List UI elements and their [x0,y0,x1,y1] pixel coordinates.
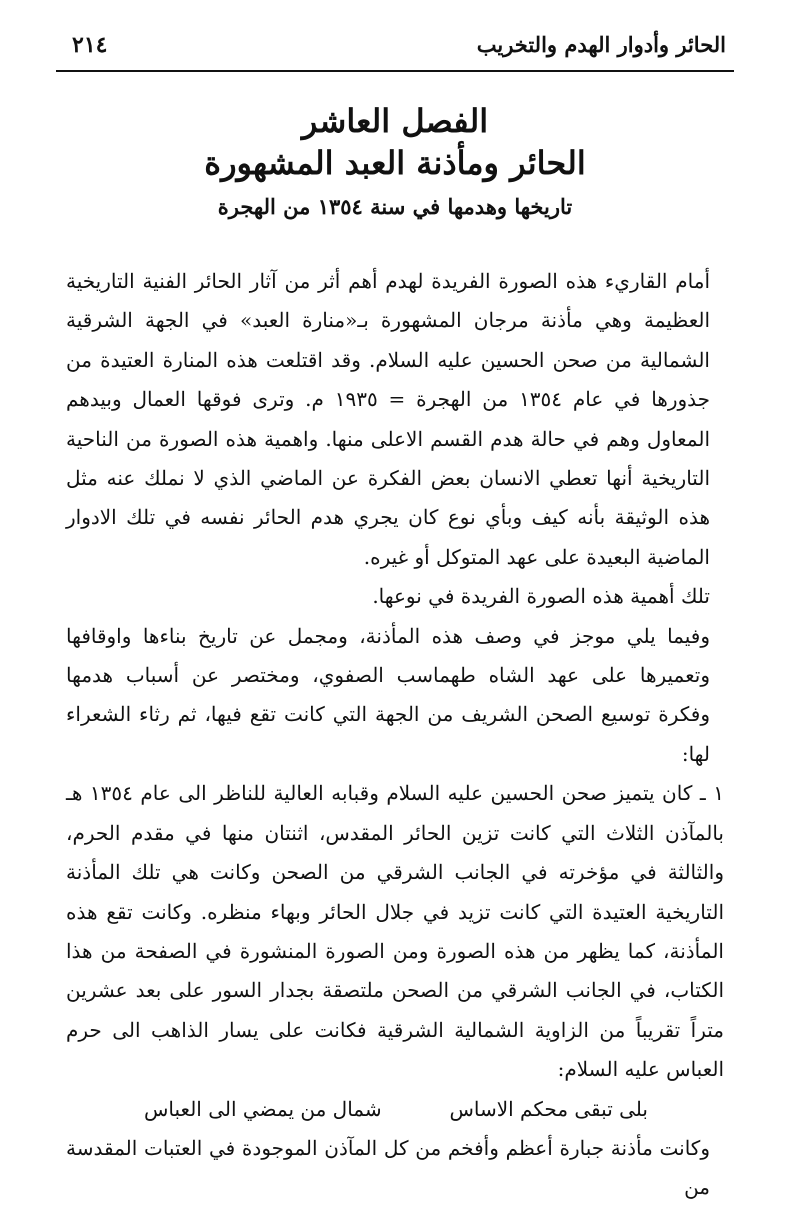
paragraph: تلك أهمية هذه الصورة الفريدة في نوعها. [372,584,710,609]
chapter-title: الفصل العاشر [301,102,489,140]
verse-hemistich-left: شمال من يمضي الى العباس [144,1096,382,1121]
paragraph: وكانت مأذنة جبارة أعظم وأفخم من كل المآذن الموجودة في العتبات المقدسة من [66,1135,710,1200]
running-title: الحائر وأدوار الهدم والتخريب [476,32,726,57]
page-header [0,30,790,72]
paragraph: ١ ـ كان يتميز صحن الحسين عليه السلام وقبابه العالية للناظر الى عام ١٣٥٤ هـ بالمآذن الثلاث التي كانت تزين الحائر المقدس، اثنتان منها في مقدم الحرم، والثالثة في مؤخرته في الجانب الشرقي من الصحن وكانت هي تلك المأذنة التاريخية العتيدة التي كانت تزيد في جلال الحائر وبهاء منظره. وكانت تقع هذه المأذنة، كما يظهر من هذه الصورة ومن الصورة المنشورة في الصفحة من هذا الكتاب، في الجانب الشرقي من الصحن ملتصقة بجدار السور على بعد عشرين متراً تقريباً من الزاوية الشمالية الشرقية فكانت على يسار الذاهب الى حرم العباس عليه السلام: [66,781,724,1082]
verse-hemistich-right: بلى تبقى محكم الاساس [449,1096,648,1121]
chapter-subtitle: الحائر ومأذنة العبد المشهورة [204,144,586,182]
body-text [66,262,724,1208]
header-rule [56,70,734,72]
paragraph: أمام القاريء هذه الصورة الفريدة لهدم أهم أثر من آثار الحائر الفنية التاريخية العظيمة وهي مأذنة مرجان المشهورة بـ«منارة العبد» في الجهة الشرقية الشمالية من صحن الحسين عليه السلام. وقد اقتلعت هذه المنارة العتيدة من جذورها في عام ١٣٥٤ من الهجرة = ١٩٣٥ م. وترى فوقها العمال وبيدهم المعاول وهم في حالة هدم القسم الاعلى منها. واهمية هذه الصورة من الناحية التاريخية أنها تعطي الانسان بعض الفكرة عن الماضي الذي لا نملك عنه مثل هذه الوثيقة بأنه كيف وبأي نوع كان يجري هدم الحائر نفسه في تلك الادوار الماضية البعيدة على عهد المتوكل أو غيره. [66,269,711,569]
paragraph: وفيما يلي موجز في وصف هذه المأذنة، ومجمل عن تاريخ بناءها واوقافها وتعميرها على عهد الشاه طهماسب الصفوي، ومختصر عن أسباب هدمها وفكرة توسيع الصحن الشريف من الجهة التي كانت تقع فيها، ثم رثاء الشعراء لها: [66,623,710,766]
chapter-tagline: تاريخها وهدمها في سنة ١٣٥٤ من الهجرة [217,194,573,219]
chapter-heading [0,100,790,224]
page-number: ٢١٤ [72,32,108,58]
verse-line [66,1090,724,1129]
